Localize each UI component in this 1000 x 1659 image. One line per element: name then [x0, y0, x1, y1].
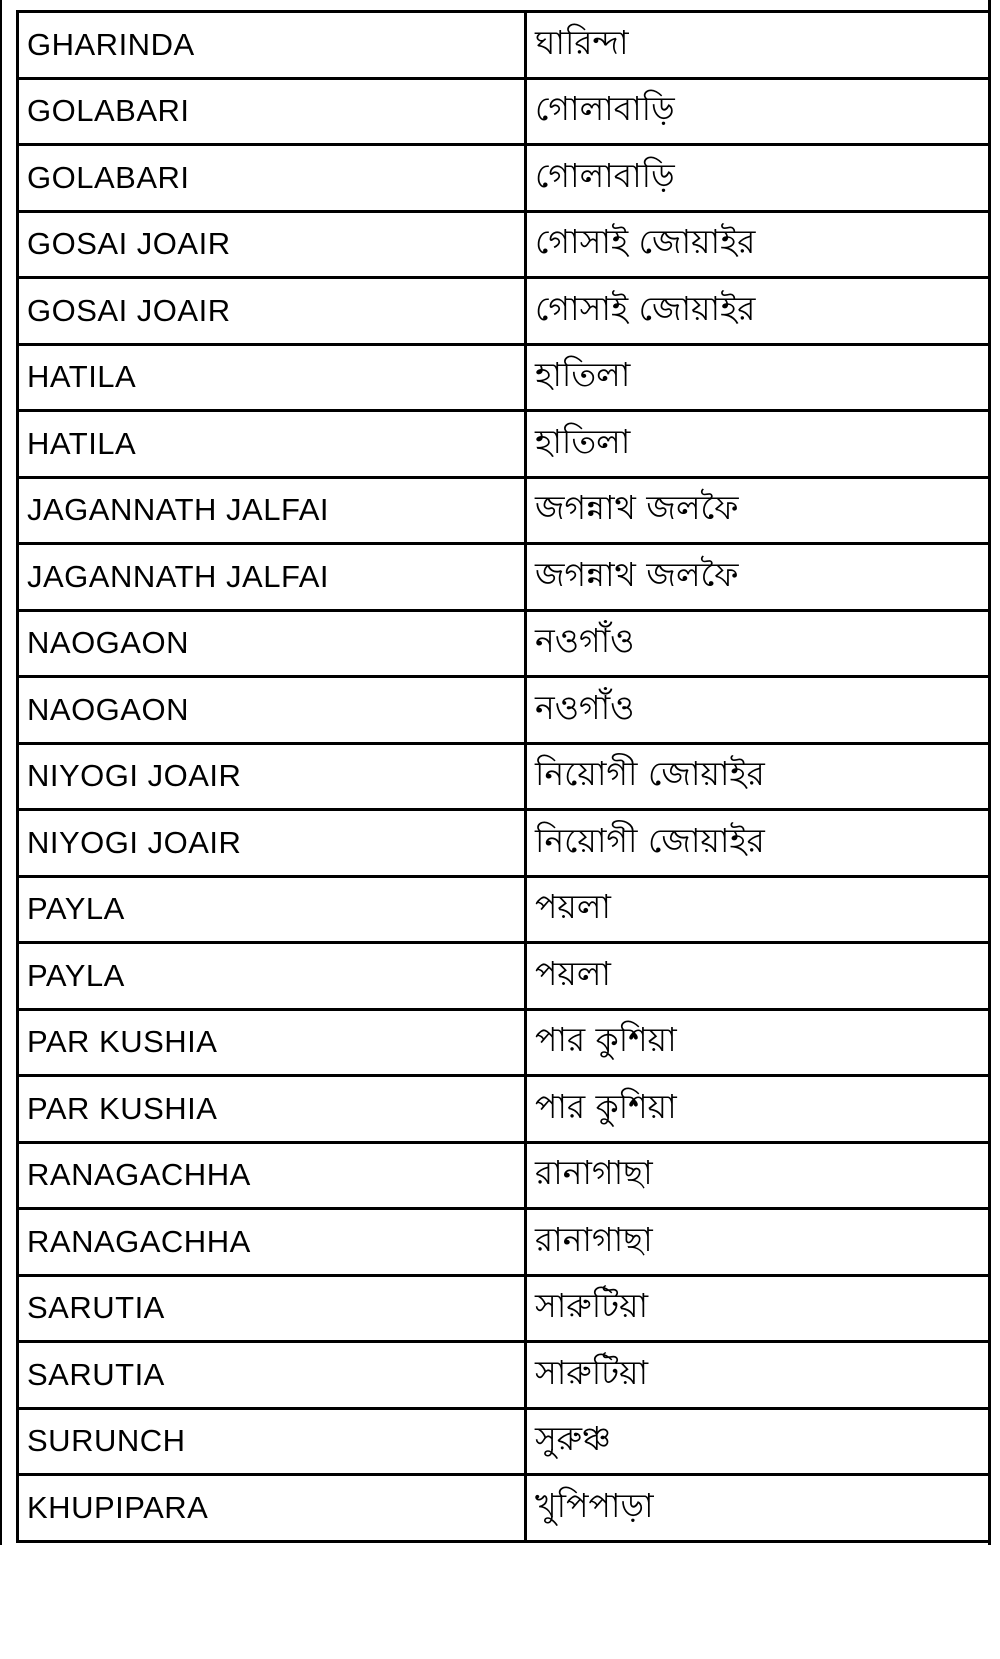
bengali-name-cell: ঘারিন্দা — [526, 12, 990, 79]
english-name-cell: GOSAI JOAIR — [18, 278, 526, 345]
english-name-cell: PAR KUSHIA — [18, 1076, 526, 1143]
english-name-cell: SARUTIA — [18, 1275, 526, 1342]
english-name-cell: JAGANNATH JALFAI — [18, 477, 526, 544]
bengali-name-cell: রানাগাছা — [526, 1209, 990, 1276]
english-name-cell: GOLABARI — [18, 145, 526, 212]
bengali-name-cell: সুরুঞ্চ — [526, 1408, 990, 1475]
bengali-name-cell: গোলাবাড়ি — [526, 78, 990, 145]
bengali-name-cell: গোসাই জোয়াইর — [526, 278, 990, 345]
bengali-name-cell: নিয়োগী জোয়াইর — [526, 810, 990, 877]
english-name-cell: HATILA — [18, 411, 526, 478]
bengali-name-cell: হাতিলা — [526, 344, 990, 411]
bengali-name-cell: খুপিপাড়া — [526, 1475, 990, 1542]
table-row — [18, 1076, 990, 1143]
place-names-table — [16, 10, 991, 1543]
table-row — [18, 211, 990, 278]
table-row — [18, 477, 990, 544]
table-row — [18, 411, 990, 478]
english-name-cell: NAOGAON — [18, 677, 526, 744]
place-names-table-body — [18, 12, 990, 1542]
bengali-name-cell: হাতিলা — [526, 411, 990, 478]
english-name-cell: NIYOGI JOAIR — [18, 743, 526, 810]
bengali-name-cell: রানাগাছা — [526, 1142, 990, 1209]
english-name-cell: SURUNCH — [18, 1408, 526, 1475]
bengali-name-cell: পার কুশিয়া — [526, 1009, 990, 1076]
table-row — [18, 1475, 990, 1542]
table-row — [18, 677, 990, 744]
bengali-name-cell: পার কুশিয়া — [526, 1076, 990, 1143]
table-row — [18, 1342, 990, 1409]
english-name-cell: RANAGACHHA — [18, 1209, 526, 1276]
table-row — [18, 1275, 990, 1342]
table-row — [18, 610, 990, 677]
table-row — [18, 145, 990, 212]
english-name-cell: KHUPIPARA — [18, 1475, 526, 1542]
bengali-name-cell: পয়লা — [526, 943, 990, 1010]
table-row — [18, 1142, 990, 1209]
english-name-cell: GOSAI JOAIR — [18, 211, 526, 278]
table-row — [18, 1408, 990, 1475]
table-row — [18, 344, 990, 411]
english-name-cell: JAGANNATH JALFAI — [18, 544, 526, 611]
bengali-name-cell: জগন্নাথ জলফৈ — [526, 544, 990, 611]
bengali-name-cell: পয়লা — [526, 876, 990, 943]
table-row — [18, 12, 990, 79]
table-row — [18, 544, 990, 611]
english-name-cell: RANAGACHHA — [18, 1142, 526, 1209]
english-name-cell: PAR KUSHIA — [18, 1009, 526, 1076]
table-left-border — [0, 0, 2, 1545]
english-name-cell: PAYLA — [18, 876, 526, 943]
english-name-cell: NAOGAON — [18, 610, 526, 677]
table-row — [18, 78, 990, 145]
bengali-name-cell: নওগাঁও — [526, 677, 990, 744]
english-name-cell: GHARINDA — [18, 12, 526, 79]
table-row — [18, 943, 990, 1010]
table-row — [18, 876, 990, 943]
bengali-name-cell: নিয়োগী জোয়াইর — [526, 743, 990, 810]
bengali-name-cell: সারুটিয়া — [526, 1342, 990, 1409]
english-name-cell: HATILA — [18, 344, 526, 411]
table-row — [18, 810, 990, 877]
table-row — [18, 278, 990, 345]
table-row — [18, 1009, 990, 1076]
bengali-name-cell: সারুটিয়া — [526, 1275, 990, 1342]
bengali-name-cell: নওগাঁও — [526, 610, 990, 677]
bengali-name-cell: জগন্নাথ জলফৈ — [526, 477, 990, 544]
english-name-cell: NIYOGI JOAIR — [18, 810, 526, 877]
english-name-cell: GOLABARI — [18, 78, 526, 145]
bengali-name-cell: গোলাবাড়ি — [526, 145, 990, 212]
english-name-cell: PAYLA — [18, 943, 526, 1010]
english-name-cell: SARUTIA — [18, 1342, 526, 1409]
table-row — [18, 1209, 990, 1276]
bengali-name-cell: গোসাই জোয়াইর — [526, 211, 990, 278]
table-row — [18, 743, 990, 810]
